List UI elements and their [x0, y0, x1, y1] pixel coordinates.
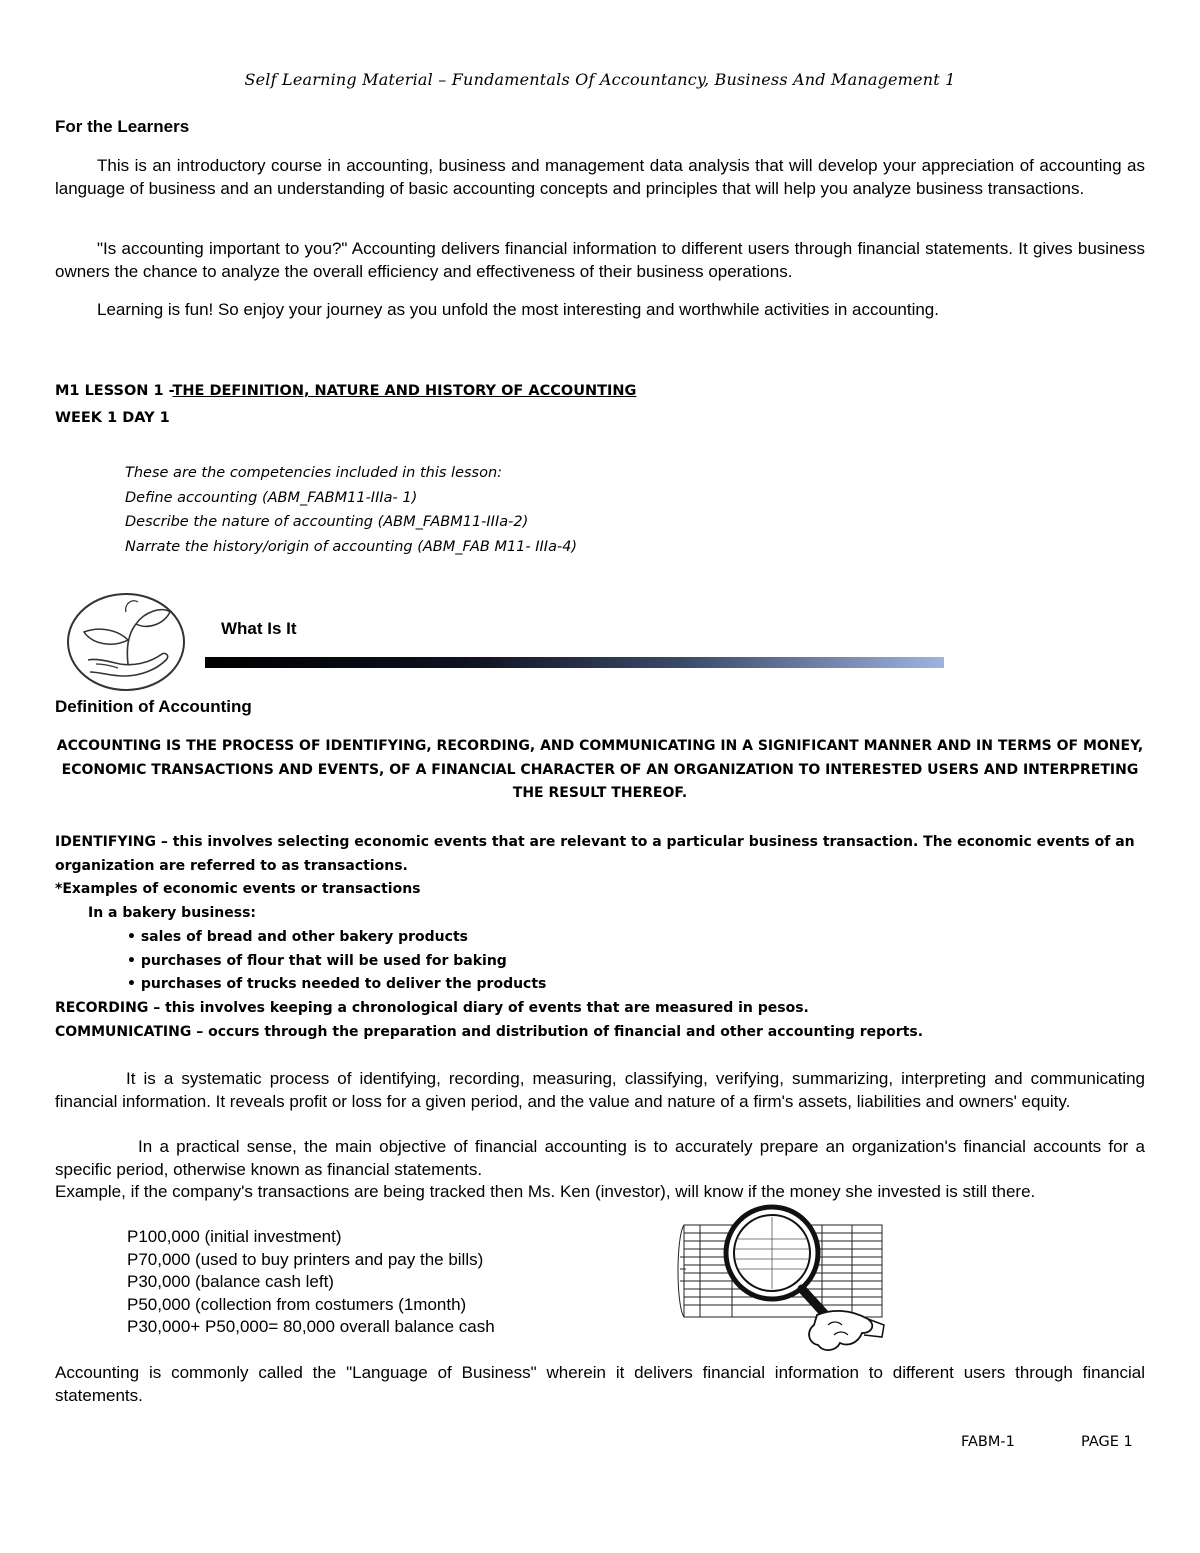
learners-paragraph-2: "Is accounting important to you?" Accounting delivers financial information to different users through financial statements. It gives business owners the chance to analyze the overall efficiency and effectiveness of their business operations.	[55, 239, 1145, 281]
identifying-text: IDENTIFYING – this involves selecting economic events that are relevant to a particular business transaction. The economic events of an organization are referred to as transactions.	[55, 834, 1135, 874]
footer-page-number: PAGE 1	[1081, 1434, 1133, 1450]
document-header: Self Learning Material – Fundamentals Of Accountancy, Business And Management 1	[244, 70, 956, 89]
section-divider-bar	[205, 657, 944, 668]
lesson-title-text: THE DEFINITION, NATURE AND HISTORY OF ACCOUNTING	[172, 383, 637, 399]
lesson-week: WEEK 1 DAY 1	[55, 410, 170, 426]
recording-text: RECORDING – this involves keeping a chronological diary of events that are measured in pesos.	[55, 1000, 809, 1016]
list-item: • sales of bread and other bakery products	[127, 929, 468, 945]
lesson-code: M1 LESSON 1 -	[55, 383, 173, 399]
examples-heading: *Examples of economic events or transactions	[55, 881, 421, 897]
amount-line: P30,000+ P50,000= 80,000 overall balance cash	[127, 1317, 495, 1336]
communicating-text: COMMUNICATING – occurs through the preparation and distribution of financial and other accounting reports.	[55, 1024, 924, 1040]
section-what-is-it: What Is It	[221, 619, 297, 638]
competency-item: Define accounting (ABM_FABM11-IIIa- 1)	[125, 489, 418, 506]
body-paragraph-3: Example, if the company's transactions are being tracked then Ms. Ken (investor), will know if the money she invested is still there.	[55, 1182, 1036, 1201]
definition-heading: Definition of Accounting	[55, 697, 252, 716]
bakery-heading: In a bakery business:	[88, 905, 257, 921]
competency-item: Describe the nature of accounting (ABM_FABM11-IIIa-2)	[125, 514, 529, 530]
list-item: • purchases of flour that will be used for baking	[127, 952, 507, 969]
amount-line: P50,000 (collection from costumers (1month)	[127, 1294, 467, 1314]
magnifying-glass-ledger-icon	[672, 1197, 892, 1362]
amount-line: P70,000 (used to buy printers and pay the bills)	[127, 1249, 484, 1269]
list-item: • purchases of trucks needed to deliver the products	[127, 976, 547, 992]
amounts-list	[127, 1226, 495, 1339]
footer-code: FABM-1	[961, 1434, 1015, 1450]
bullet-list	[127, 926, 546, 997]
body-paragraph-1: It is a systematic process of identifying, recording, measuring, classifying, verifying, summarizing, interpreting and communicating financial information. It reveals profit or loss for a given period, and the value and nature of a firm's assets, liabilities and owners' equity.	[55, 1069, 1145, 1111]
amount-line: P100,000 (initial investment)	[127, 1227, 342, 1246]
closing-paragraph: Accounting is commonly called the "Language of Business" wherein it delivers financial information to different users through financial statements.	[55, 1363, 1145, 1405]
competencies-intro: These are the competencies included in this lesson:	[125, 465, 503, 481]
competencies	[125, 461, 577, 559]
learners-heading: For the Learners	[55, 117, 190, 136]
body-paragraph-2: In a practical sense, the main objective of financial accounting is to accurately prepare an organization's financial accounts for a specific period, otherwise known as financial statements.	[55, 1137, 1145, 1179]
amount-line: P30,000 (balance cash left)	[127, 1272, 334, 1291]
definition-statement: ACCOUNTING IS THE PROCESS OF IDENTIFYING, RECORDING, AND COMMUNICATING IN A SIGNIFICANT MANNER AND IN TERMS OF MONEY, ECONOMIC TRANSACTIONS AND EVENTS, OF A FINANCIAL CHARACTER OF AN ORGANIZATION TO INTERESTED USERS AND INTERPRETING THE RESULT THEREOF.	[56, 738, 1144, 801]
plant-in-hand-icon	[66, 592, 188, 694]
lesson-title	[55, 383, 636, 399]
learners-paragraph-1: This is an introductory course in accounting, business and management data analysis that will develop your appreciation of accounting as language of business and an understanding of basic accounting concepts and principles that will help you analyze business transactions.	[55, 156, 1145, 198]
learners-paragraph-3: Learning is fun! So enjoy your journey as you unfold the most interesting and worthwhile activities in accounting.	[97, 300, 939, 319]
competency-item: Narrate the history/origin of accounting (ABM_FAB M11- IIIa-4)	[125, 538, 578, 555]
